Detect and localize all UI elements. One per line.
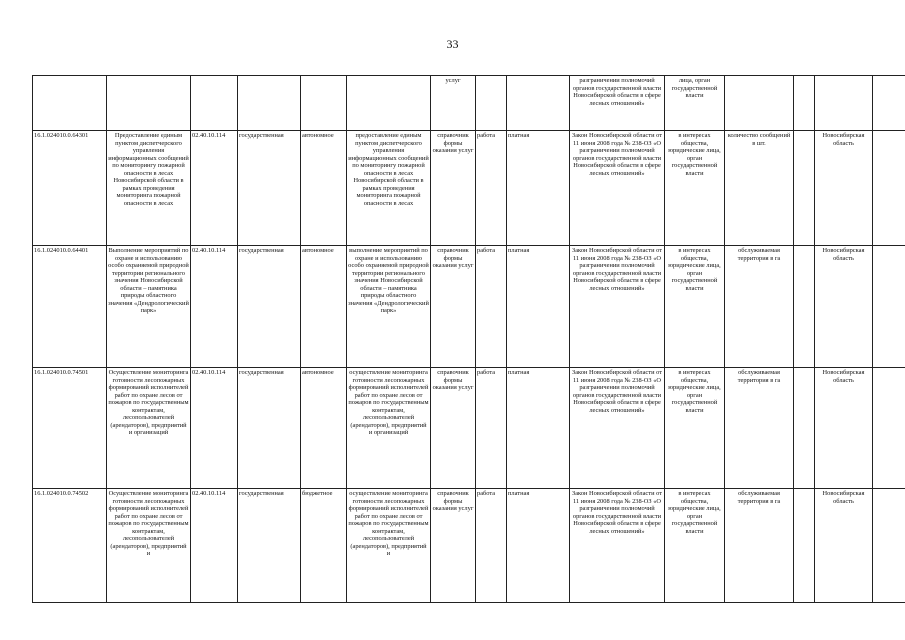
- territory-cell: [815, 76, 873, 131]
- table-row: [33, 76, 905, 131]
- empty-cell: [794, 131, 815, 246]
- consumers-cell: лица, орган государственной власти: [665, 76, 725, 131]
- table-row: [33, 489, 905, 603]
- service-code-cell: 16.1.024010.0.64401: [33, 246, 107, 368]
- empty-cell: [794, 489, 815, 603]
- consumers-cell: в интересах общества, юридические лица, орган государственной власти: [665, 489, 725, 603]
- empty-cell: [873, 489, 905, 603]
- empty-cell: [794, 76, 815, 131]
- institution-type-cell: автономное: [301, 246, 347, 368]
- service-name-cell: Выполнение мероприятий по охране и использованию особо охраняемой природной территории регионального значения Новосибирской области – памятника природы областного значения «Дендрологический парк»: [107, 246, 191, 368]
- service-name-cell: [107, 76, 191, 131]
- directory-cell: справочник формы оказания услуг: [431, 131, 476, 246]
- okved-code-cell: 02.40.10.114: [191, 131, 238, 246]
- payment-cell: платная: [507, 368, 570, 489]
- work-kind-cell: [476, 76, 507, 131]
- service-content-cell: осуществление мониторинга готовности лесопожарных формирований исполнителей работ по охране лесов от пожаров по государственным контрактам, лесопользователей (арендаторов), предприятий и: [347, 489, 431, 603]
- service-name-cell: Осуществление мониторинга готовности лесопожарных формирований исполнителей работ по охране лесов от пожаров по государственным контрактам, лесопользователей (арендаторов), предприятий и организаций: [107, 368, 191, 489]
- legal-basis-cell: Закон Новосибирской области от 11 июня 2008 года № 238-ОЗ «О разграничении полномочий органов государственной власти Новосибирской области в сфере лесных отношений»: [570, 489, 665, 603]
- payment-cell: платная: [507, 246, 570, 368]
- indicator-cell: обслуживаемая территория в га: [725, 246, 794, 368]
- table-row: [33, 246, 905, 368]
- service-type-cell: государственная: [238, 246, 301, 368]
- legal-basis-cell: Закон Новосибирской области от 11 июня 2008 года № 238-ОЗ «О разграничении полномочий органов государственной власти Новосибирской области в сфере лесных отношений»: [570, 131, 665, 246]
- service-name-cell: Осуществление мониторинга готовности лесопожарных формирований исполнителей работ по охране лесов от пожаров по государственным контрактам, лесопользователей (арендаторов), предприятий и: [107, 489, 191, 603]
- empty-cell: [873, 246, 905, 368]
- indicator-cell: [725, 76, 794, 131]
- page-number: 33: [446, 37, 459, 51]
- directory-cell: справочник формы оказания услуг: [431, 368, 476, 489]
- institution-type-cell: автономное: [301, 368, 347, 489]
- payment-cell: [507, 76, 570, 131]
- consumers-cell: в интересах общества, юридические лица, орган государственной власти: [665, 131, 725, 246]
- okved-code-cell: [191, 76, 238, 131]
- service-name-cell: Предоставление единым пунктом диспетчерского управления информационных сообщений по мониторингу пожарной опасности в лесах Новосибирской области в рамках проведения мониторинга пожарной опасности в лесах: [107, 131, 191, 246]
- institution-type-cell: автономное: [301, 131, 347, 246]
- consumers-cell: в интересах общества, юридические лица, орган государственной власти: [665, 368, 725, 489]
- directory-cell: услуг: [431, 76, 476, 131]
- service-type-cell: государственная: [238, 131, 301, 246]
- service-content-cell: осуществление мониторинга готовности лесопожарных формирований исполнителей работ по охране лесов от пожаров по государственным контрактам, лесопользователей (арендаторов), предприятий и организаций: [347, 368, 431, 489]
- service-type-cell: [238, 76, 301, 131]
- territory-cell: Новосибирская область: [815, 131, 873, 246]
- service-type-cell: государственная: [238, 489, 301, 603]
- directory-cell: справочник формы оказания услуг: [431, 246, 476, 368]
- okved-code-cell: 02.40.10.114: [191, 489, 238, 603]
- table-row: [33, 368, 905, 489]
- territory-cell: Новосибирская область: [815, 368, 873, 489]
- legal-basis-cell: разграничении полномочий органов государственной власти Новосибирской области в сфере лесных отношений»: [570, 76, 665, 131]
- service-code-cell: 16.1.024010.0.74501: [33, 368, 107, 489]
- okved-code-cell: 02.40.10.114: [191, 368, 238, 489]
- indicator-cell: обслуживаемая территория в га: [725, 489, 794, 603]
- service-content-cell: предоставление единым пунктом диспетчерского управления информационных сообщений по мониторингу пожарной опасности в лесах Новосибирской области в рамках проведения мониторинга пожарной опасности в лесах: [347, 131, 431, 246]
- service-content-cell: [347, 76, 431, 131]
- work-kind-cell: работа: [476, 131, 507, 246]
- service-code-cell: 16.1.024010.0.74502: [33, 489, 107, 603]
- work-kind-cell: работа: [476, 489, 507, 603]
- service-type-cell: государственная: [238, 368, 301, 489]
- indicator-cell: количество сообщений в шт.: [725, 131, 794, 246]
- empty-cell: [794, 368, 815, 489]
- consumers-cell: в интересах общества, юридические лица, орган государственной власти: [665, 246, 725, 368]
- service-code-cell: 16.1.024010.0.64301: [33, 131, 107, 246]
- empty-cell: [873, 131, 905, 246]
- indicator-cell: обслуживаемая территория в га: [725, 368, 794, 489]
- services-table: [32, 75, 905, 603]
- institution-type-cell: бюджетное: [301, 489, 347, 603]
- legal-basis-cell: Закон Новосибирской области от 11 июня 2008 года № 238-ОЗ «О разграничении полномочий органов государственной власти Новосибирской области в сфере лесных отношений»: [570, 368, 665, 489]
- institution-type-cell: [301, 76, 347, 131]
- territory-cell: Новосибирская область: [815, 489, 873, 603]
- okved-code-cell: 02.40.10.114: [191, 246, 238, 368]
- table-row: [33, 131, 905, 246]
- empty-cell: [873, 76, 905, 131]
- empty-cell: [794, 246, 815, 368]
- work-kind-cell: работа: [476, 368, 507, 489]
- service-content-cell: выполнение мероприятий по охране и использованию особо охраняемой природной территории регионального значения Новосибирской области – памятника природы областного значения «Дендрологический парк»: [347, 246, 431, 368]
- payment-cell: платная: [507, 489, 570, 603]
- directory-cell: справочник формы оказания услуг: [431, 489, 476, 603]
- payment-cell: платная: [507, 131, 570, 246]
- territory-cell: Новосибирская область: [815, 246, 873, 368]
- legal-basis-cell: Закон Новосибирской области от 11 июня 2008 года № 238-ОЗ «О разграничении полномочий органов государственной власти Новосибирской области в сфере лесных отношений»: [570, 246, 665, 368]
- work-kind-cell: работа: [476, 246, 507, 368]
- service-code-cell: [33, 76, 107, 131]
- empty-cell: [873, 368, 905, 489]
